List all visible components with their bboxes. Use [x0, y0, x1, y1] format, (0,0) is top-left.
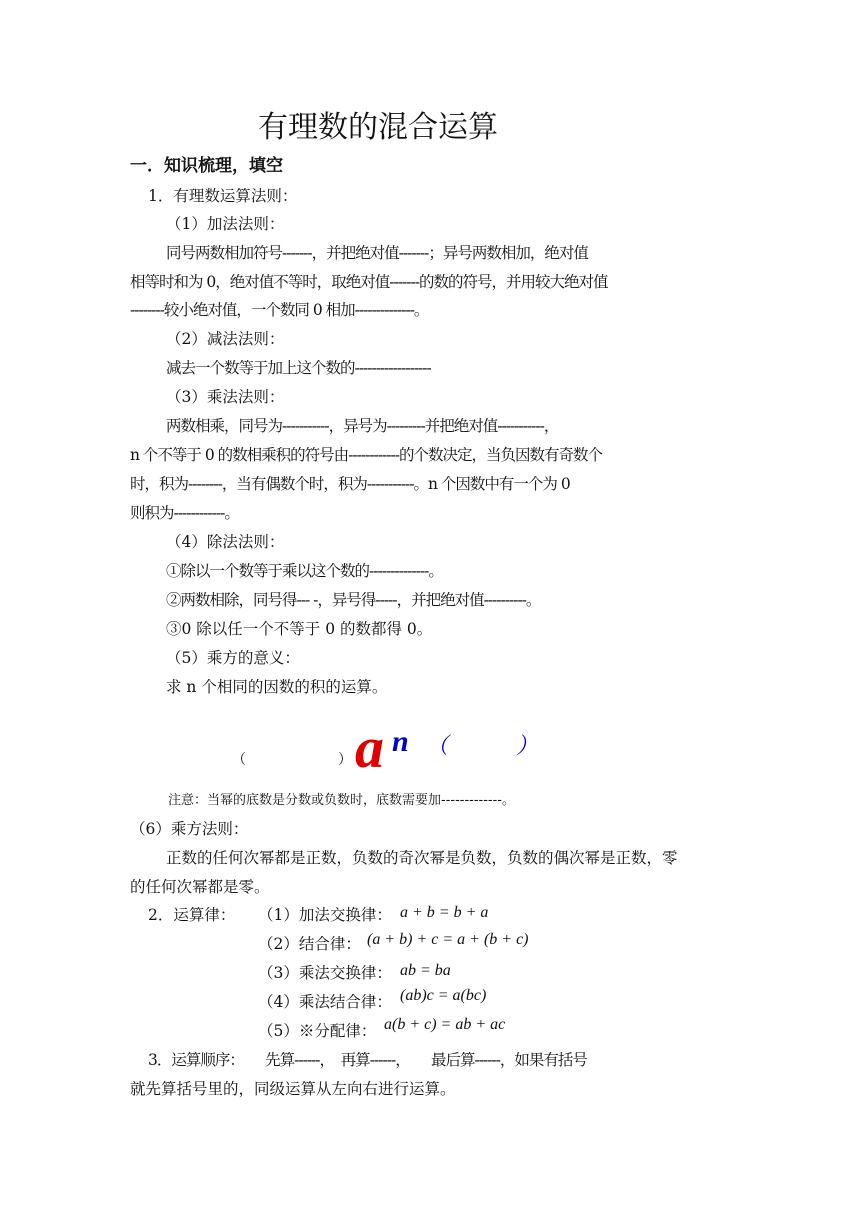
subtraction-rule-heading: （2）减法法则： — [166, 330, 285, 348]
law-formula: (a + b) + c = a + (b + c) — [367, 931, 529, 948]
page-title: 有理数的混合运算 — [258, 110, 498, 145]
addition-rule-line: 相等时和为 0，绝对值不等时，取绝对值-------的数的符号，并用较大绝对值 — [130, 273, 608, 291]
addition-rule-line: 同号两数相加符号-------，并把绝对值-------；异号两数相加，绝对值 — [166, 244, 588, 262]
section-heading: 一．知识梳理，填空 — [130, 156, 283, 176]
multiplication-rule-line: n 个不等于 0 的数相乘积的符号由------------的个数决定，当负因数有奇数个 — [130, 446, 602, 464]
item-heading-operation-rules: 1．有理数运算法则： — [148, 187, 298, 205]
power-base-a: a — [355, 715, 384, 780]
law-formula: ab = ba — [400, 962, 451, 979]
law-name: （4）乘法结合律： — [258, 993, 392, 1011]
law-formula: a(b + c) = ab + ac — [384, 1016, 506, 1033]
law-name: （1）加法交换律： — [258, 906, 392, 924]
multiplication-rule-line: 则积为------------。 — [130, 504, 239, 522]
law-formula: (ab)c = a(bc) — [400, 987, 487, 1004]
division-rule-line: ②两数相除，同号得--- -，异号得-----，并把绝对值----------。 — [166, 591, 541, 609]
multiplication-rule-line: 两数相乘，同号为-----------，异号为---------并把绝对值-----------， — [166, 417, 559, 435]
order-line: 就先算括号里的，同级运算从左向右进行运算。 — [130, 1080, 456, 1098]
power-meaning-heading: （5）乘方的意义： — [166, 649, 300, 667]
power-rules-line: 正数的任何次幂都是正数，负数的奇次幂是负数，负数的偶次幂是正数，零 — [166, 849, 678, 867]
division-rule-line: ③0 除以任一个不等于 0 的数都得 0。 — [166, 620, 433, 638]
power-meaning-line: 求 n 个相同的因数的积的运算。 — [166, 678, 388, 696]
subtraction-rule-line: 减去一个数等于加上这个数的------------------ — [166, 359, 431, 377]
multiplication-rule-line: 时，积为--------，当有偶数个时，积为-----------。n 个因数中有一个为 0 — [130, 475, 570, 493]
division-rule-heading: （4）除法法则： — [166, 533, 285, 551]
laws-label: 2．运算律： — [148, 906, 236, 924]
power-rules-heading: （6）乘方法则： — [130, 820, 249, 838]
power-rules-line: 的任何次幂都是零。 — [130, 878, 270, 896]
law-formula: a + b = b + a — [400, 904, 489, 921]
law-name: （2）结合律： — [258, 935, 361, 953]
power-label-paren-right: ） — [338, 752, 352, 768]
exponent-paren-right: ） — [516, 733, 539, 758]
exponent-paren-left: （ — [426, 733, 449, 758]
law-name: （3）乘法交换律： — [258, 964, 392, 982]
division-rule-line: ①除以一个数等于乘以这个数的--------------。 — [166, 562, 443, 580]
addition-rule-heading: （1）加法法则： — [166, 215, 285, 233]
power-label-paren-left: （ — [232, 752, 246, 768]
law-name: （5）※分配律： — [258, 1022, 377, 1040]
order-line: 3．运算顺序： 先算------， 再算------， 最后算------，如果有括号 — [148, 1051, 587, 1069]
addition-rule-line: --------较小绝对值，一个数同 0 相加--------------。 — [130, 301, 429, 319]
power-note: 注意：当幂的底数是分数或负数时，底数需要加-------------。 — [168, 793, 515, 808]
multiplication-rule-heading: （3）乘法法则： — [166, 388, 285, 406]
power-exponent-n: n — [392, 725, 409, 758]
